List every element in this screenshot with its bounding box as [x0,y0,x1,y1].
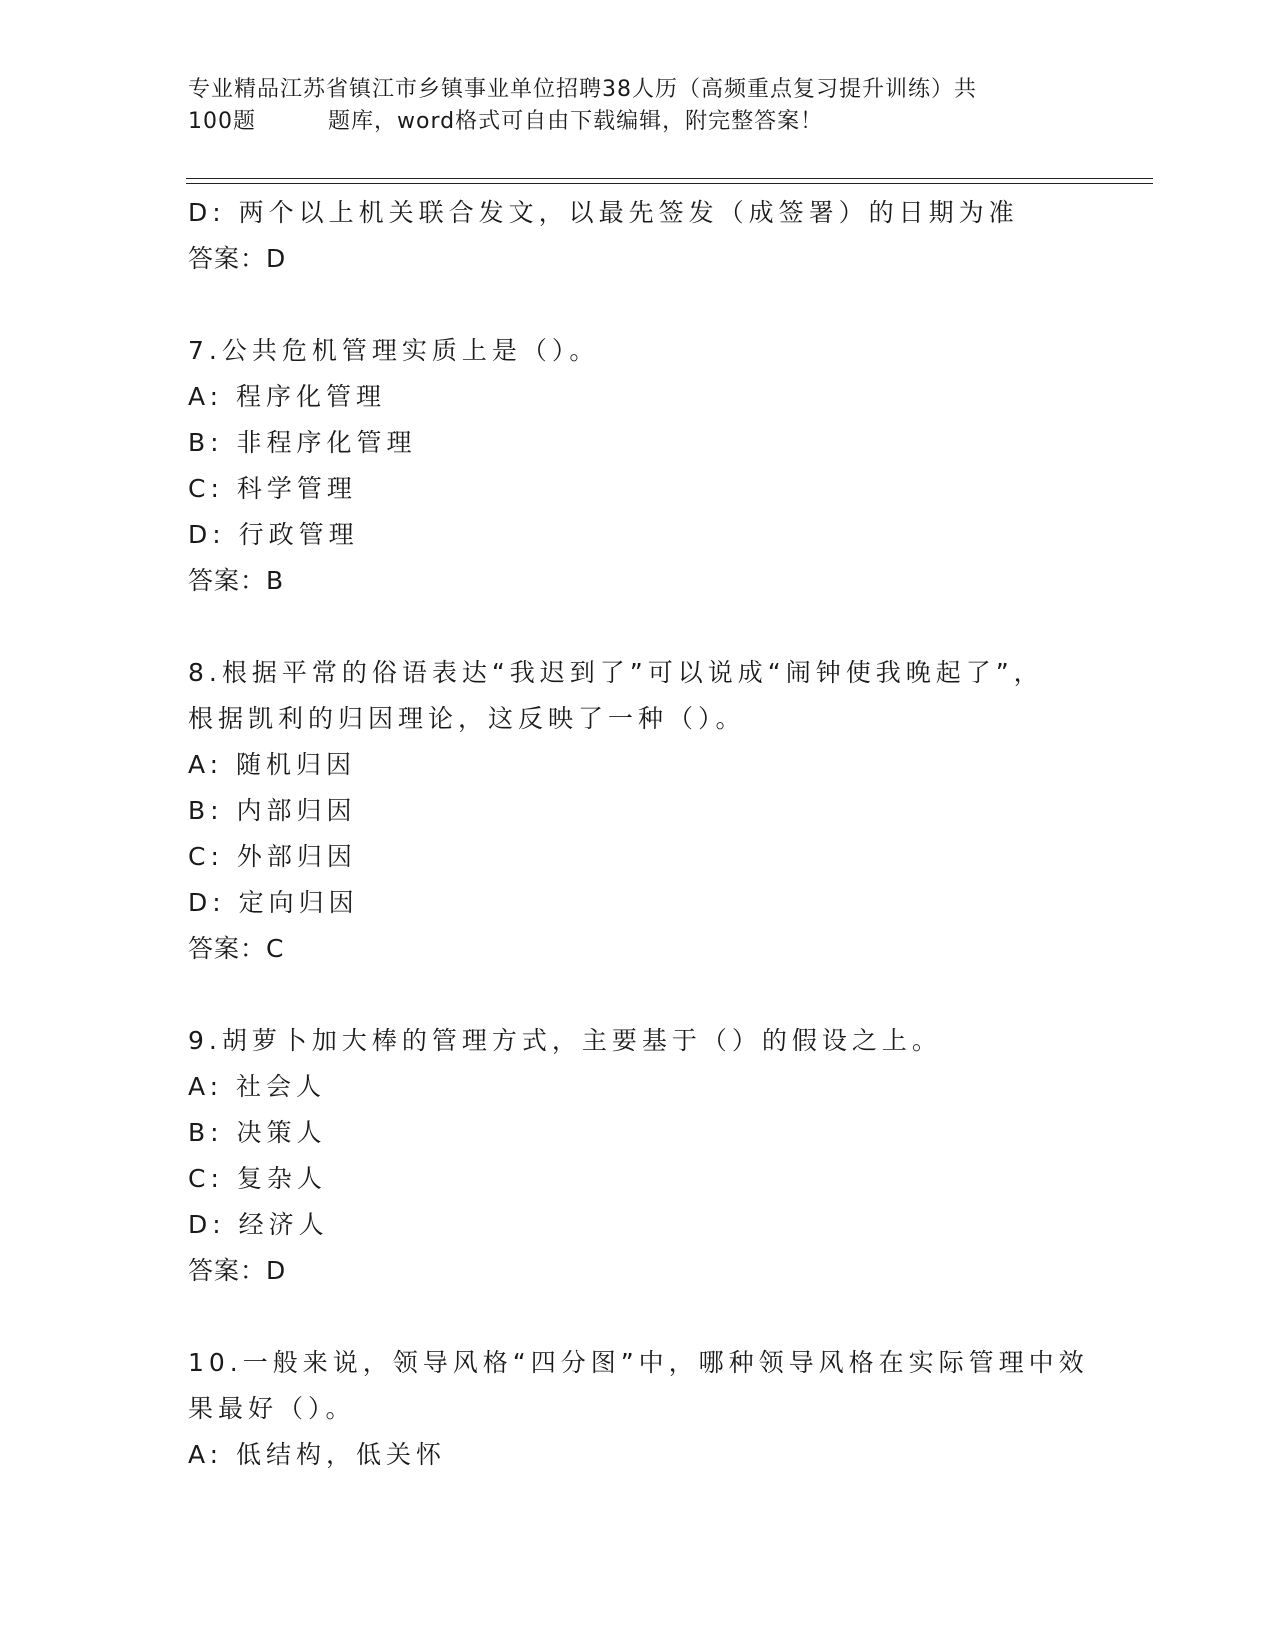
option-d: D: 行政管理 [188,520,359,549]
option-a: A: 程序化管理 [188,382,387,411]
header-rule-top [186,178,1153,179]
spacer [188,1294,1088,1340]
question-stem: 8.根据平常的俗语表达“我迟到了”可以说成“闹钟使我晚起了”， [188,658,1044,687]
header-line-2-desc: 题库，word格式可自由下载编辑，附完整答案！ [328,109,824,134]
answer-line: 答案：C [188,934,285,963]
option-b: B: 非程序化管理 [188,428,417,457]
option-a: A: 随机归因 [188,750,357,779]
answer-line: 答案：B [188,566,285,595]
option-d: D: 经济人 [188,1210,329,1239]
option-a: A: 低结构，低关怀 [188,1440,447,1469]
question-block-8 [188,650,1088,972]
option-d: D: 两个以上机关联合发文，以最先签发（成签署）的日期为准 [188,198,1019,227]
question-block-9 [188,1018,1088,1294]
option-c: C: 复杂人 [188,1164,327,1193]
spacer [188,972,1088,1018]
question-block-7 [188,328,1088,604]
question-stem: 10.一般来说，领导风格“四分图”中，哪种领导风格在实际管理中效 [188,1348,1089,1377]
option-d: D: 定向归因 [188,888,359,917]
header-line-2 [188,106,1088,138]
spacer [188,604,1088,650]
option-a: A: 社会人 [188,1072,327,1101]
option-c: C: 外部归因 [188,842,357,871]
header-line-1: 专业精品江苏省镇江市乡镇事业单位招聘38人历（高频重点复习提升训练）共 [188,77,977,102]
answer-line: 答案：D [188,1256,287,1285]
header-gap [256,106,328,138]
option-b: B: 内部归因 [188,796,357,825]
header-rule-bottom [186,183,1153,184]
question-block-10 [188,1340,1088,1478]
document-header [188,74,1088,138]
question-stem: 9.胡萝卜加大棒的管理方式，主要基于（）的假设之上。 [188,1026,942,1055]
question-stem-cont: 果最好（）。 [188,1394,356,1423]
answer-line: 答案：D [188,244,287,273]
question-stem: 7.公共危机管理实质上是（）。 [188,336,600,365]
header-line-2-count: 100题 [188,109,256,134]
option-c: C: 科学管理 [188,474,357,503]
question-stem-cont: 根据凯利的归因理论，这反映了一种（）。 [188,704,746,733]
option-b: B: 决策人 [188,1118,327,1147]
question-content [188,190,1088,1478]
spacer [188,282,1088,328]
